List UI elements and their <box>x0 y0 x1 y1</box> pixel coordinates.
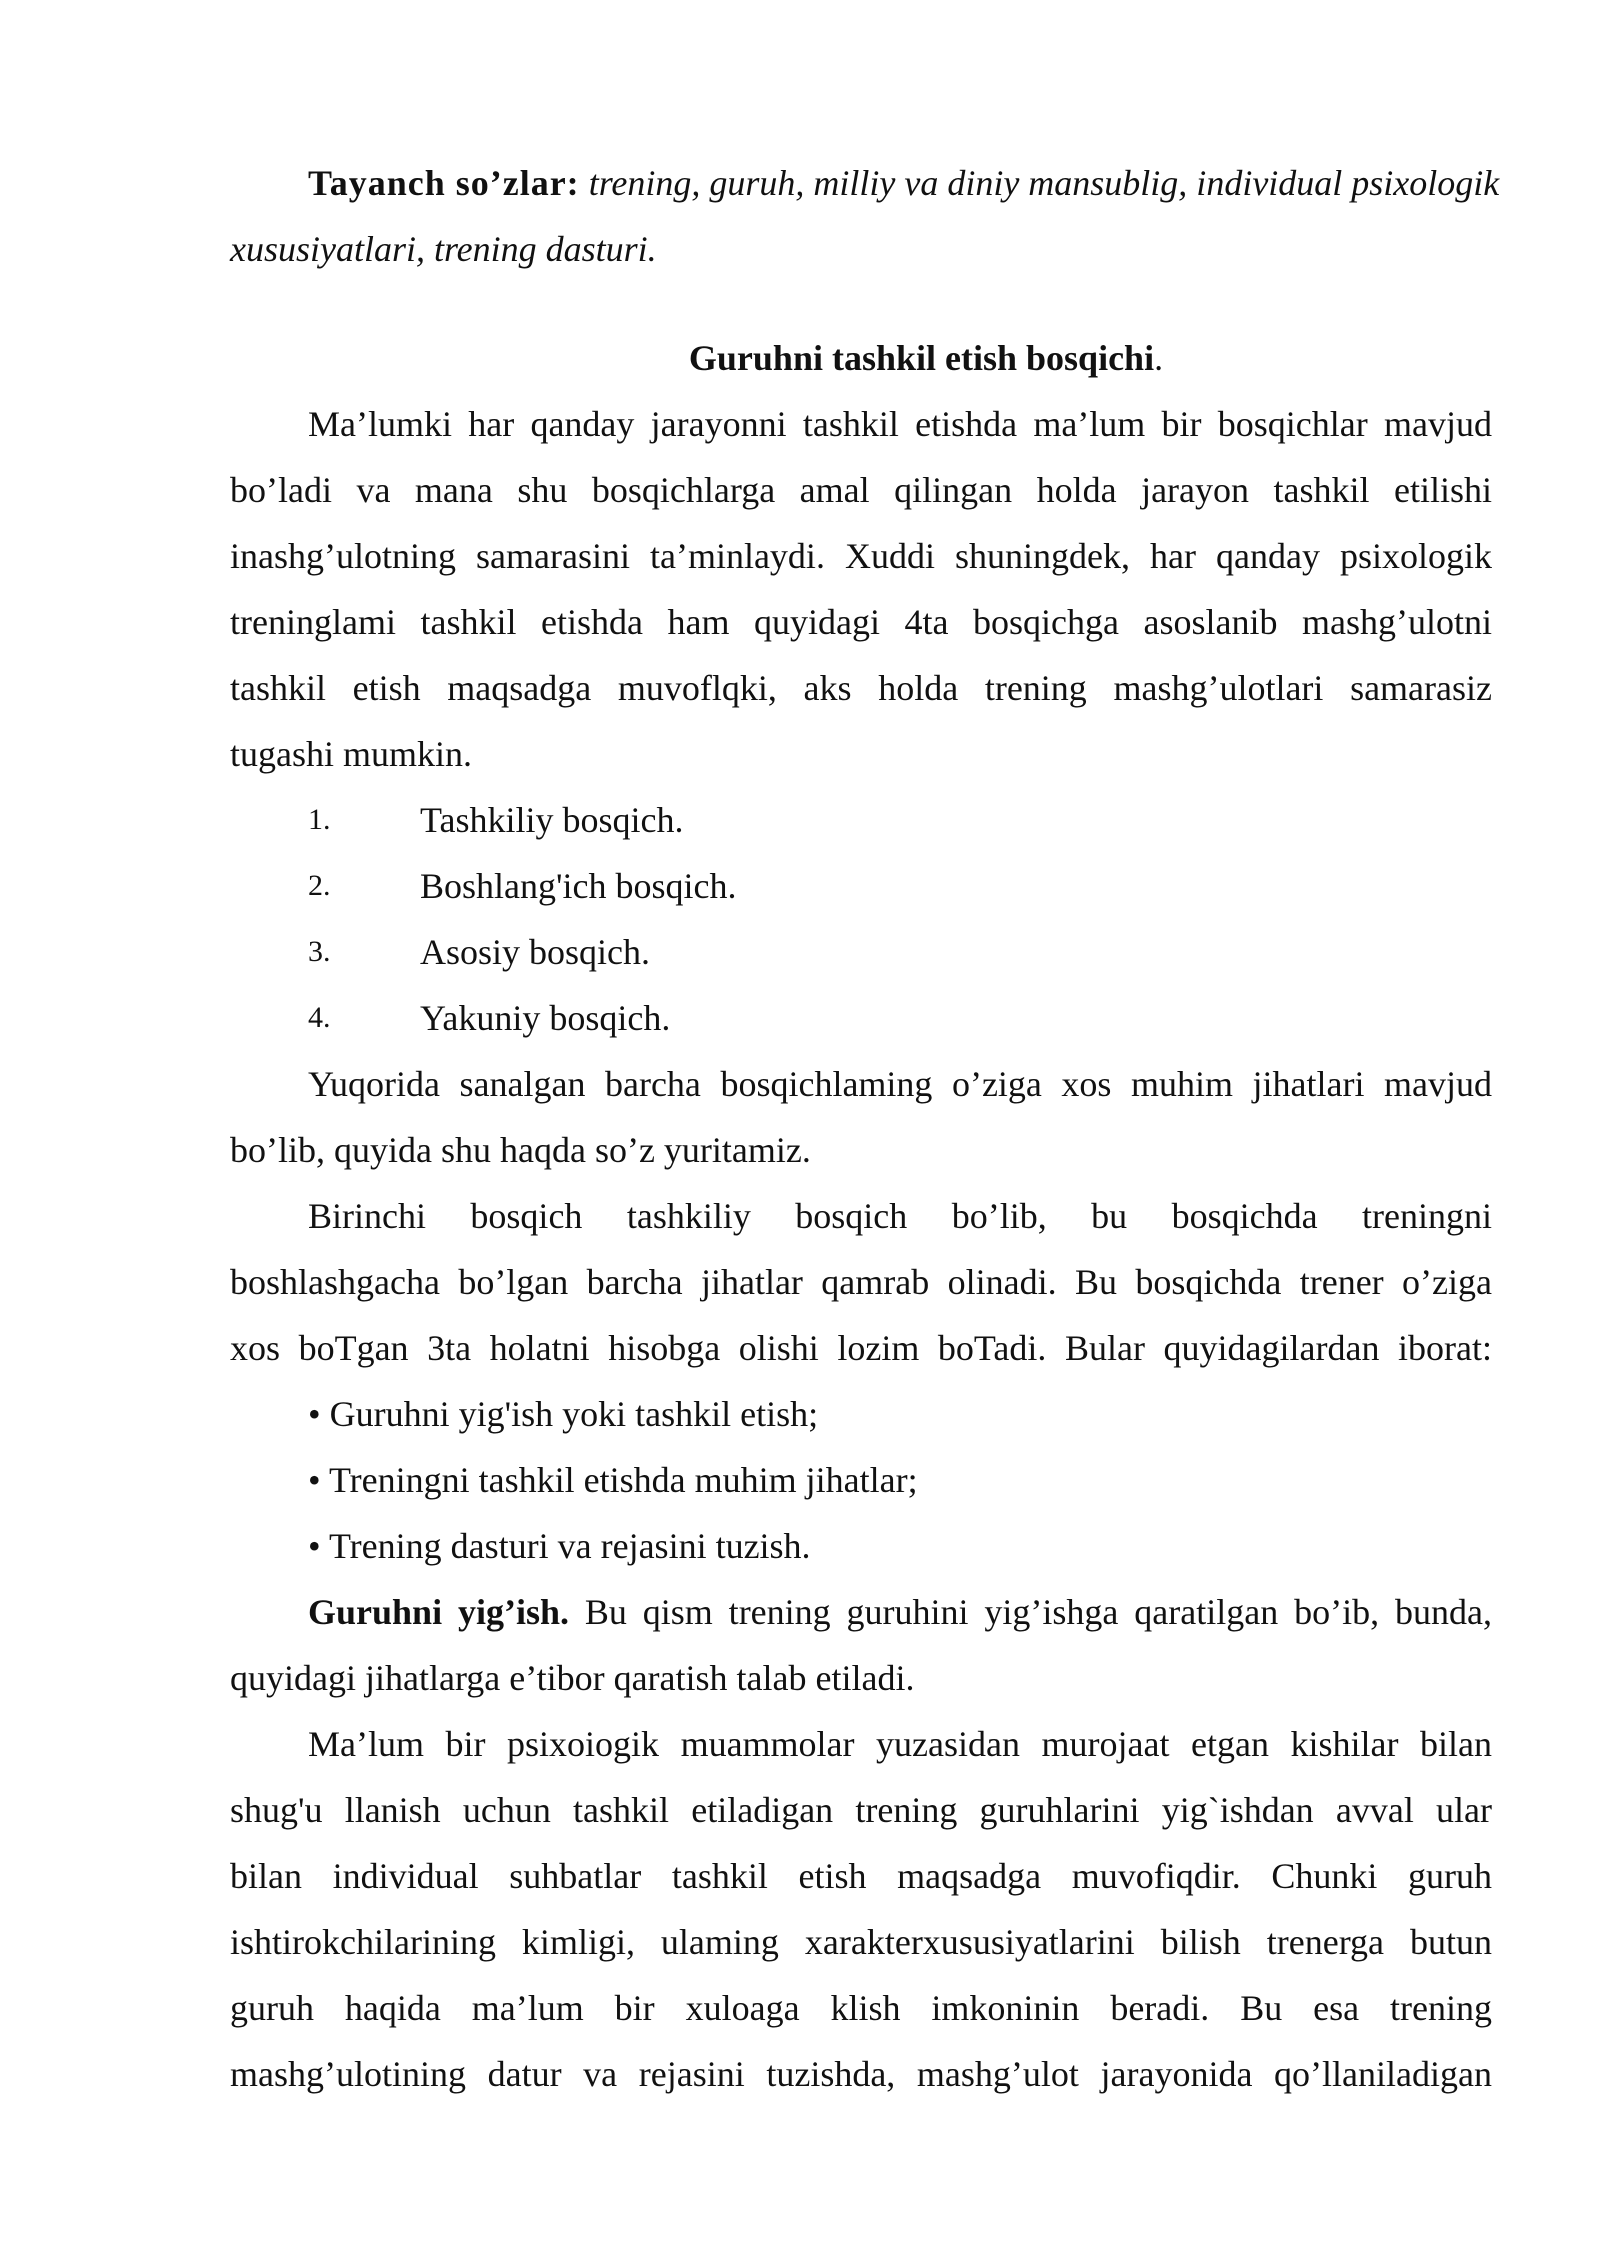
list-number: 3. <box>308 935 331 968</box>
paragraph-line <box>230 1579 1492 1645</box>
list-number: 1. <box>308 803 331 836</box>
bullet-item: • Treningni tashkil etishda muhim jihatlar; <box>308 1460 918 1500</box>
paragraph-line: Ma’lum bir psixoiogik muammolar yuzasidan murojaat etgan kishilar bilan <box>308 1724 1492 1764</box>
document-page <box>230 150 1500 2107</box>
paragraph-line: Yuqorida sanalgan barcha bosqichlaming o’ziga xos muhim jihatlari mavjud <box>308 1064 1492 1104</box>
paragraph-first-stage <box>230 1183 1492 1381</box>
paragraph-line: xos boTgan 3ta holatni hisobga olishi lozim boTadi. Bular quyidagilardan iborat: <box>230 1328 1492 1368</box>
paragraph-line: guruh haqida ma’lum bir xuloaga klish imkoninin beradi. Bu esa trening <box>230 1988 1492 2028</box>
bullet-list <box>230 1381 1492 1579</box>
list-item <box>230 985 1492 1051</box>
paragraph-line: ishtirokchilarining kimligi, ulaming xarakterxususiyatlarini bilish trenerga butun <box>230 1922 1492 1962</box>
paragraph-line: bilan individual suhbatlar tashkil etish maqsadga muvofiqdir. Chunki guruh <box>230 1856 1492 1896</box>
paragraph-intro <box>230 391 1492 787</box>
keywords-line <box>230 150 1500 216</box>
paragraph-line: bo’ladi va mana shu bosqichlarga amal qilingan holda jarayon tashkil etilishi <box>230 470 1492 510</box>
list-text: Asosiy bosqich. <box>420 932 651 972</box>
paragraph-line: Birinchi bosqich tashkiliy bosqich bo’lib, bu bosqichda treningni <box>308 1196 1492 1236</box>
bullet-item: • Trening dasturi va rejasini tuzish. <box>308 1526 811 1566</box>
section-heading-dot: . <box>1154 338 1164 378</box>
bold-lead: Guruhni yig’ish. <box>308 1592 569 1632</box>
section-heading-text: Guruhni tashkil etish bosqichi <box>688 338 1155 378</box>
keywords-label: Tayanch so’zlar: <box>308 163 580 203</box>
list-item <box>230 853 1492 919</box>
list-item <box>230 787 1492 853</box>
list-item <box>230 919 1492 985</box>
paragraph-line: tugashi mumkin. <box>230 734 472 774</box>
keywords-text: trening, guruh, milliy va diniy mansublig, individual psixologik <box>588 163 1500 203</box>
paragraph-individual-talks <box>230 1711 1492 2107</box>
paragraph-line: Ma’lumki har qanday jarayonni tashkil etishda ma’lum bir bosqichlar mavjud <box>308 404 1492 444</box>
stages-list <box>230 787 1492 1051</box>
bullet-item: • Guruhni yig'ish yoki tashkil etish; <box>308 1394 819 1434</box>
paragraph-line: shug'u llanish uchun tashkil etiladigan trening guruhlarini yig`ishdan avval ular <box>230 1790 1492 1830</box>
list-text: Boshlang'ich bosqich. <box>420 866 737 906</box>
paragraph-line: mashg’ulotining datur va rejasini tuzishda, mashg’ulot jarayonida qo’llaniladigan <box>230 2054 1492 2094</box>
keywords-text-2: xususiyatlari, trening dasturi. <box>230 229 657 269</box>
paragraph-line: bo’lib, quyida shu haqda so’z yuritamiz. <box>230 1130 811 1170</box>
paragraph-line: tashkil etish maqsadga muvoflqki, aks holda trening mashg’ulotlari samarasiz <box>230 668 1492 708</box>
list-number: 2. <box>308 869 331 902</box>
list-number: 4. <box>308 1001 331 1034</box>
paragraph-line: boshlashgacha bo’lgan barcha jihatlar qamrab olinadi. Bu bosqichda trener o’ziga <box>230 1262 1492 1302</box>
keywords-line-2 <box>230 216 1492 282</box>
list-text: Yakuniy bosqich. <box>420 998 671 1038</box>
paragraph-group-gathering <box>230 1579 1492 1711</box>
paragraph-line: quyidagi jihatlarga e’tibor qaratish talab etiladi. <box>230 1658 915 1698</box>
paragraph-line: treninglami tashkil etishda ham quyidagi 4ta bosqichga asoslanib mashg’ulotni <box>230 602 1492 642</box>
paragraph-stages-summary <box>230 1051 1492 1183</box>
list-text: Tashkiliy bosqich. <box>420 800 684 840</box>
section-heading <box>230 325 1492 391</box>
paragraph-line: inashg’ulotning samarasini ta’minlaydi. Xuddi shuningdek, har qanday psixologik <box>230 536 1492 576</box>
paragraph-text: Bu qism trening guruhini yig’ishga qaratilgan bo’ib, bunda, <box>568 1592 1492 1632</box>
